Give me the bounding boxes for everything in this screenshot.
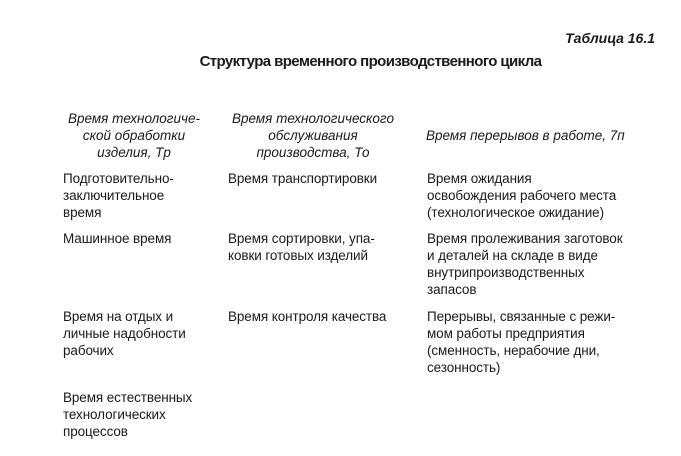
table-cell: Машинное время [63, 231, 172, 246]
table-cell: Время ожидания освобождения рабочего места (технологическое ожидание) [427, 171, 617, 220]
header-break-time: Время перерывов в работе, 7п [426, 128, 625, 143]
table-cell: Время естественных технологических процессов [63, 390, 193, 439]
table-cell: Время контроля качества [228, 309, 387, 324]
table-cell: Время транспортировки [228, 171, 378, 186]
table-cell: Время сортировки, упа- ковки готовых изделий [228, 231, 375, 263]
header-service-time: Время технологического обслуживания производства, То [232, 111, 394, 160]
table-cell: Время на отдых и личные надобности рабочих [63, 309, 186, 358]
table-caption: Таблица 16.1 [565, 30, 655, 46]
table-cell: Перерывы, связанные с режи- мом работы предприятия (сменность, нерабочие дни, сезонность) [427, 309, 616, 375]
header-processing-time: Время технологиче- ской обработки изделия, Tр [68, 111, 200, 160]
table-cell: Подготовительно- заключительное время [63, 171, 174, 220]
table-cell: Время пролеживания заготовок и деталей на складе в виде внутрипроизводственных запасов [427, 231, 623, 297]
table-title: Структура временного производственного цикла [199, 53, 542, 70]
